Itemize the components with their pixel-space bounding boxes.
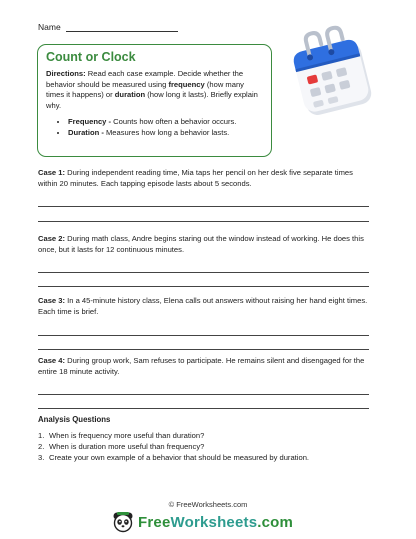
- directions-part-b: (how many times it happens) or: [46, 79, 244, 100]
- case-1: [38, 168, 372, 189]
- case-label: Case 1:: [38, 168, 66, 177]
- answer-line[interactable]: [38, 206, 369, 207]
- name-line[interactable]: [66, 22, 178, 32]
- definition-text: Measures how long a behavior lasts.: [103, 128, 230, 138]
- directions-lead: Directions:: [46, 69, 86, 78]
- directions-frequency: frequency: [168, 79, 205, 89]
- definition-text: Counts how often a behavior occurs.: [111, 117, 237, 127]
- question-number: 3.: [38, 453, 45, 463]
- case-label: Case 2:: [38, 234, 66, 243]
- question-item: [38, 441, 309, 452]
- question-text: When is duration more useful than frequency?: [49, 442, 205, 452]
- footer-logo: [112, 511, 293, 533]
- panda-logo-icon: [112, 511, 134, 533]
- definition-frequency: [68, 116, 263, 127]
- case-text: During independent reading time, Mia taps her pencil on her desk five separate times within 20 minutes. Each tapping episode lasts about 5 seconds.: [38, 168, 353, 188]
- answer-line[interactable]: [38, 221, 369, 222]
- case-text: In a 45-minute history class, Elena calls out answers without raising her hand eight times. Each time is brief.: [38, 296, 368, 316]
- case-text: During math class, Andre begins staring out the window instead of working. He does this once, but it lasts for 12 continuous minutes.: [38, 234, 364, 254]
- definition-list: [46, 116, 263, 138]
- footer-url[interactable]: © FreeWorksheets.com: [168, 500, 248, 509]
- directions-duration: duration: [114, 90, 146, 100]
- definition-term: Duration -: [68, 128, 104, 138]
- question-text: Create your own example of a behavior that should be measured by duration.: [49, 453, 310, 463]
- answer-line[interactable]: [38, 335, 369, 336]
- case-2: [38, 234, 372, 255]
- case-text: During group work, Sam refuses to participate. He remains silent and disengaged for the entire 18 minute activity.: [38, 356, 365, 376]
- name-label: Name: [38, 22, 61, 32]
- definition-term: Frequency -: [68, 117, 112, 127]
- brand-free: Free: [138, 513, 171, 531]
- calendar-icon: [285, 24, 385, 124]
- question-item: [38, 430, 309, 441]
- answer-line[interactable]: [38, 394, 369, 395]
- question-text: When is frequency more useful than duration?: [49, 431, 205, 440]
- brand-domain: .com: [257, 513, 294, 531]
- definition-duration: [68, 127, 263, 138]
- case-label: Case 3:: [38, 296, 66, 305]
- question-item: [38, 452, 309, 463]
- name-field: [38, 22, 178, 32]
- case-label: Case 4:: [38, 356, 66, 365]
- answer-line[interactable]: [38, 272, 369, 273]
- analysis-questions: [38, 430, 309, 464]
- brand-name[interactable]: [138, 514, 293, 531]
- question-number: 2.: [38, 442, 45, 452]
- directions-text: [46, 69, 263, 111]
- case-4: [38, 356, 372, 377]
- directions-part-c: (how long it lasts). Briefly explain why.: [46, 90, 258, 110]
- question-number: 1.: [38, 431, 45, 440]
- case-3: [38, 296, 372, 317]
- answer-line[interactable]: [38, 408, 369, 409]
- analysis-title: Analysis Questions: [38, 415, 111, 424]
- worksheet-title: Count or Clock: [46, 50, 136, 64]
- answer-line[interactable]: [38, 286, 369, 287]
- directions-part-a: Read each case example. Decide whether the behavior should be measured using: [46, 69, 244, 89]
- directions-box: [37, 44, 272, 157]
- answer-line[interactable]: [38, 349, 369, 350]
- brand-worksheets: Worksheets: [170, 513, 258, 531]
